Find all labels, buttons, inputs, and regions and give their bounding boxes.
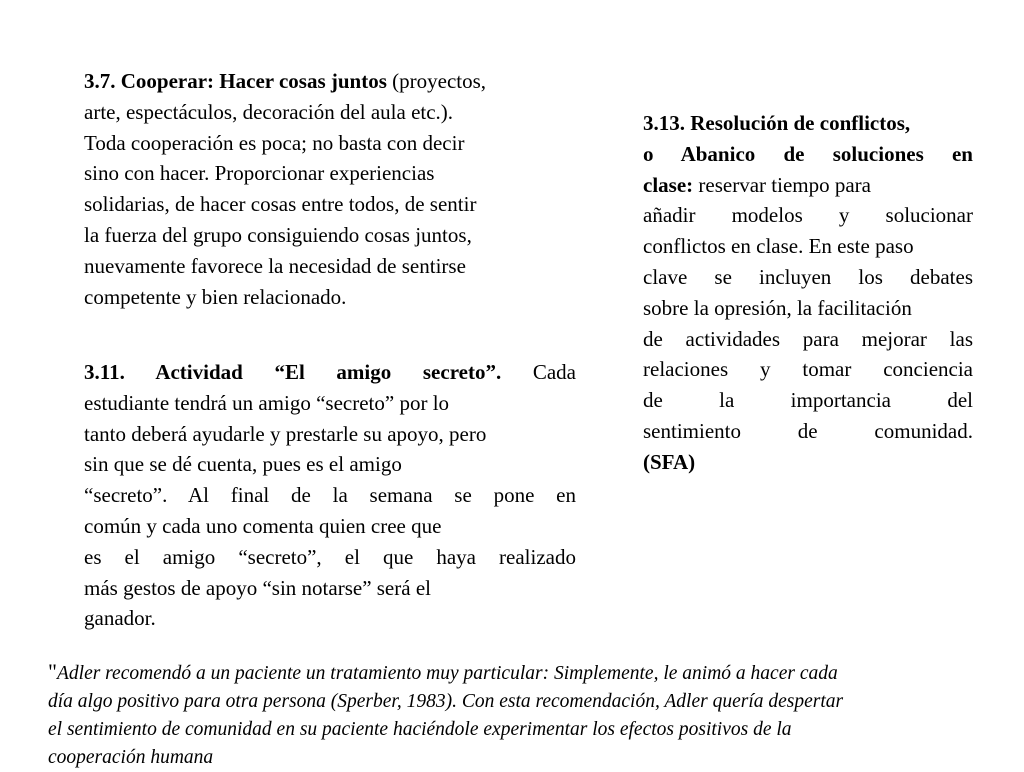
section-3-13-line-11: sentimiento de comunidad.	[643, 418, 973, 443]
section-3-11-line-6: común y cada uno comenta quien cree que	[84, 513, 442, 538]
section-3-13-line-8: de actividades para mejorar las	[643, 326, 973, 351]
section-3-13-line-3	[643, 170, 973, 201]
section-3-11-title: 3.11. Actividad “El amigo secreto”.	[84, 360, 502, 384]
section-3-11-line-8: más gestos de apoyo “sin notarse” será el	[84, 575, 431, 600]
section-3-7-line-5: solidarias, de hacer cosas entre todos, de sentir	[84, 192, 477, 217]
section-3-11-line-2: estudiante tendrá un amigo “secreto” por lo	[84, 390, 450, 415]
section-3-13-line-9: relaciones y tomar conciencia	[643, 357, 973, 382]
section-3-7-line-4: sino con hacer. Proporcionar experiencias	[84, 161, 435, 186]
quote-text-1: Adler recomendó a un paciente un tratamiento muy particular: Simplemente, le animó a hacer cada	[56, 663, 838, 684]
section-3-7-line-1	[84, 66, 576, 97]
section-3-7-line-2: arte, espectáculos, decoración del aula etc.).	[84, 99, 454, 124]
section-3-13-title-1: 3.13. Resolución de conflictos,	[643, 111, 911, 135]
section-3-7-line-3: Toda cooperación es poca; no basta con decir	[84, 130, 465, 155]
section-3-7-text-1: (proyectos,	[386, 69, 487, 93]
section-3-13-line-4: añadir modelos y solucionar	[643, 203, 973, 228]
quote-line-2: día algo positivo para otra persona (Sperber, 1983). Con esta recomendación, Adler quería despertar	[48, 691, 844, 712]
adler-quote	[48, 658, 988, 772]
section-3-11-line-1	[84, 357, 576, 388]
section-3-13-title-3: clase:	[643, 172, 694, 197]
section-3-13-title-line-1	[643, 108, 973, 139]
section-3-7-line-7: nuevamente favorece la necesidad de sentirse	[84, 253, 466, 278]
section-resolucion-conflictos	[643, 108, 973, 478]
section-3-13-line-6: clave se incluyen los debates	[643, 264, 973, 289]
section-3-7-line-6: la fuerza del grupo consiguiendo cosas juntos,	[84, 222, 472, 247]
section-3-11-line-4: sin que se dé cuenta, pues es el amigo	[84, 452, 402, 477]
section-3-13-line-10: de la importancia del	[643, 388, 973, 413]
section-3-13-title-2: o Abanico de soluciones en	[643, 141, 973, 166]
quote-open-mark: "	[48, 659, 57, 684]
section-3-11-text-1: Cada	[501, 360, 576, 384]
section-cooperar	[84, 66, 576, 312]
section-3-13-line-7: sobre la opresión, la facilitación	[643, 295, 912, 320]
quote-line-1	[48, 658, 988, 688]
section-3-13-title-line-2	[643, 139, 973, 170]
section-amigo-secreto	[84, 357, 576, 634]
section-3-11-line-3: tanto deberá ayudarle y prestarle su apoyo, pero	[84, 421, 487, 446]
section-3-11-line-7: es el amigo “secreto”, el que haya realizado	[84, 544, 576, 569]
section-3-11-line-5: “secreto”. Al final de la semana se pone en	[84, 483, 576, 508]
section-3-13-line-5: conflictos en clase. En este paso	[643, 234, 914, 259]
section-3-13-text-1: reservar tiempo para	[693, 172, 871, 197]
section-3-7-line-8: competente y bien relacionado.	[84, 284, 347, 309]
section-3-13-source: (SFA)	[643, 449, 696, 474]
section-3-7-title: 3.7. Cooperar: Hacer cosas juntos	[84, 69, 387, 93]
quote-line-4: cooperación humana	[48, 747, 214, 768]
section-3-13-source-line	[643, 447, 973, 478]
quote-line-3: el sentimiento de comunidad en su paciente haciéndole experimentar los efectos positivos de la	[48, 719, 792, 740]
section-3-11-line-9: ganador.	[84, 606, 156, 631]
